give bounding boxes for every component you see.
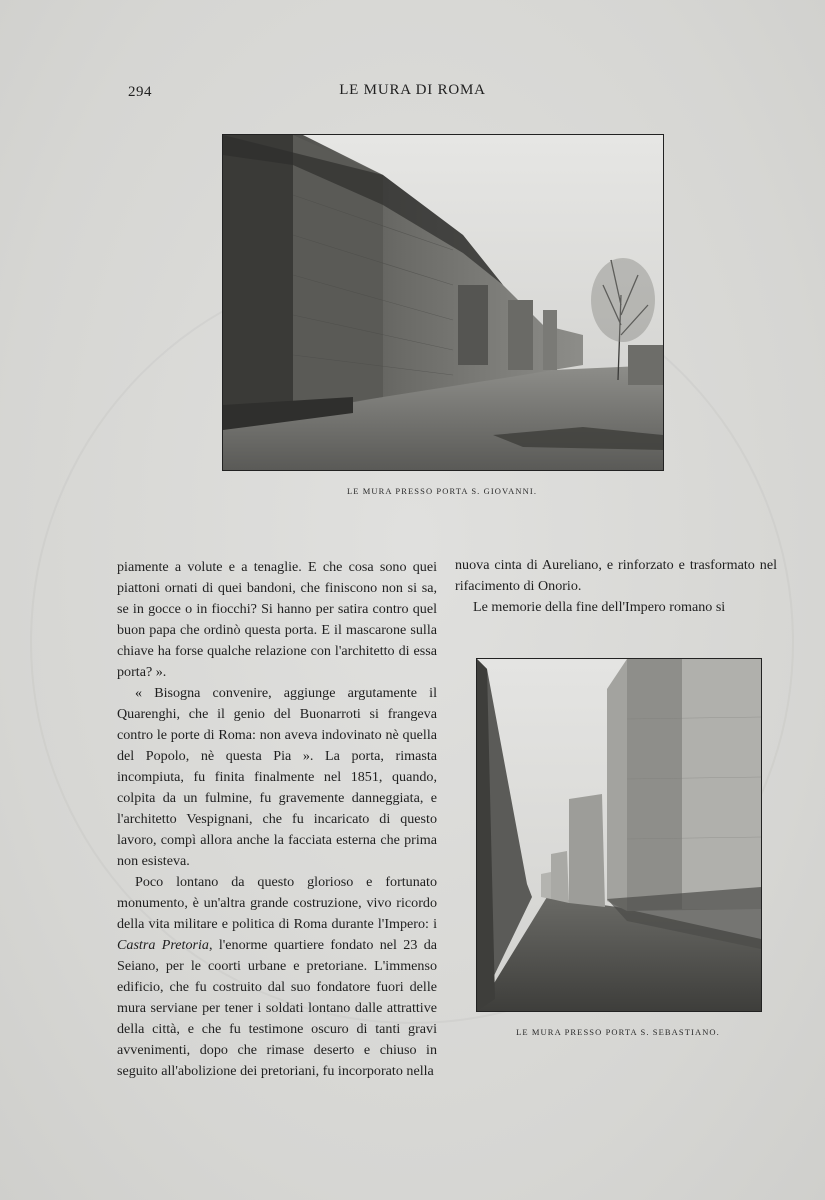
- page-number: 294: [128, 84, 152, 100]
- paragraph: [117, 872, 437, 1082]
- paragraph: « Bisogna convenire, aggiunge argutamente il Quarenghi, che il genio del Buonarroti si frangeva contro le porte di Roma: non aveva indovinato nè quella del Popolo, nè questa Pia ». La porta, rimasta incompiuta, fu finita finalmente nel 1851, quando, colpita da un fulmine, fu gravemente danneggiata, e l'architetto Vespignani, che fu incaricato di questo lavoro, compì allora anche la facciata esterna che prima non esisteva.: [117, 685, 437, 869]
- paragraph: nuova cinta di Aureliano, e rinforzato e trasformato nel rifacimento di Onorio.: [455, 557, 777, 594]
- page-header: [0, 80, 825, 104]
- running-title: LE MURA DI ROMA: [339, 82, 486, 98]
- paragraph: Le memorie della fine dell'Impero romano si: [473, 599, 726, 615]
- paragraph: piamente a volute e a tenaglie. E che cosa sono quei piattoni ornati di quei bandoni, che finiscono non si sa, se in gocce o in fiocchi? Si hanno per satira contro quel buon papa che ordinò questa porta. E il mascarone sulla chiave ha forse qualche relazione con l'architetto di essa porta? ».: [117, 559, 437, 680]
- text-column-right: [455, 555, 777, 618]
- caption-porta-san-giovanni: LE MURA PRESSO PORTA S. GIOVANNI.: [346, 486, 538, 496]
- italic-term: Castra Pretoria: [117, 937, 209, 953]
- text-column-left: [117, 557, 437, 1082]
- paragraph-text: , l'enorme quartiere fondato nel 23 da Seiano, per le coorti urbane e pretoriane. L'immenso edificio, che fu costruito dal suo fondatore fuori delle mura serviane per tener i soldati lontano dalle attrattive della città, e che fu testimone oscuro di tanti gravi avvenimenti, dopo che rimase deserto e chiuso in seguito all'abolizione dei pretoriani, fu incorporato nella: [117, 937, 438, 1079]
- photo-porta-san-giovanni: [222, 134, 664, 471]
- photo-porta-san-sebastiano: [476, 658, 762, 1012]
- caption-porta-san-sebastiano: LE MURA PRESSO PORTA S. SEBASTIANO.: [516, 1027, 720, 1037]
- paragraph-text: Poco lontano da questo glorioso e fortunato monumento, è un'altra grande costruzione, vivo ricordo della vita militare e politica di Roma durante l'Impero: i: [117, 874, 437, 932]
